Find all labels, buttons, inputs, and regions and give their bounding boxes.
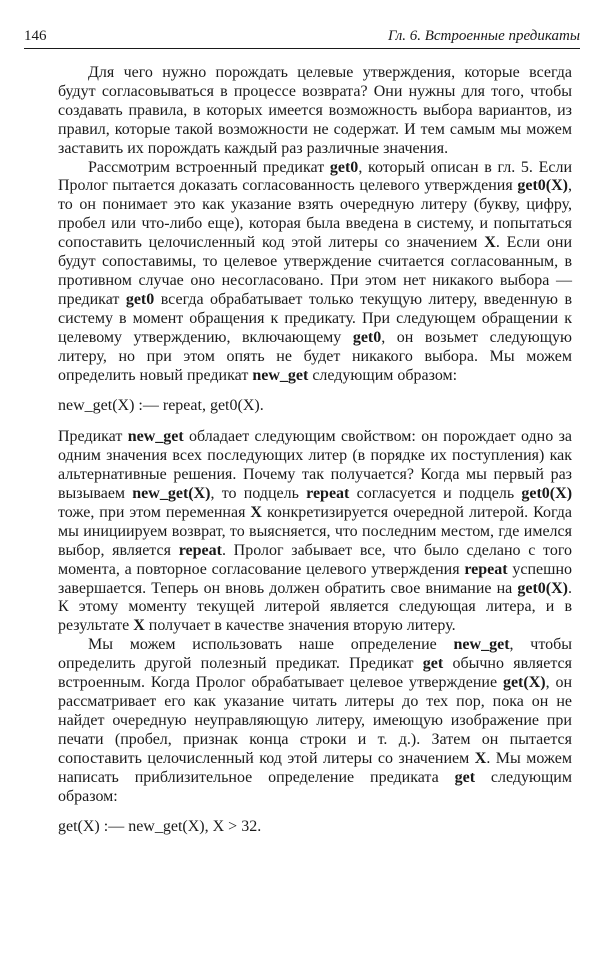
text-run: следующим образом: — [58, 768, 572, 805]
paragraph-1: Для чего нужно порождать целевые утверждения, которые всегда будут согласовываться в процессе возврата? Они нужны для того, чтобы создавать правила, в которых имеется возможность выбора вариантов, из правил, которые такой возможности не содержат. И тем самым мы можем заставить их порождать каждый раз различные значения. — [58, 64, 572, 157]
page-header — [24, 26, 580, 50]
bold-term: get0 — [329, 158, 359, 176]
bold-term: new_get — [252, 366, 309, 384]
bold-term: X — [133, 617, 145, 635]
bold-term: get0 — [125, 290, 155, 308]
text-run: , то он понимает это как указание взять очередную литеру (букву, цифру, пробел или что-либо еще), которая была введена в систему, и попытаться сопоставить целочисленный код этой литеры со значением — [58, 177, 572, 252]
body-text — [58, 64, 572, 837]
bold-term: get0(X) — [517, 579, 568, 597]
text-run: . Мы можем написать приблизительное определение предиката — [58, 749, 573, 786]
bold-term: get0(X) — [517, 177, 568, 195]
bold-term: get(X) — [502, 674, 546, 692]
text-run: , он возьмет следующую литеру, но при этом опять не будет никакого выбора. Мы можем определить новый предикат — [58, 328, 573, 384]
text-run: , он рассматривает его как указание читать литеры до тех пор, пока он не найдет очередную неуправляющую литеру, имеющую изображение при печати (пробел, признак конца строки и т. д.). Затем он пытается сопоставить целочисленный код этой литеры со значением — [58, 674, 573, 767]
text-run: . Если они будут сопоставимы, то целевое утверждение считается согласованным, в противном случае оно несогласовано. При этом нет никакого выбора — предикат — [58, 234, 573, 308]
text-run: обладает следующим свойством: он порождает одно за одним значения всех последующих литер (в порядке их поступления) как альтернативные решения. Почему так получается? Когда мы первый раз вызываем — [58, 428, 573, 503]
bold-term: X — [474, 749, 487, 767]
text-run: получает в качестве значения вторую литеру. — [144, 617, 456, 635]
text-run: согласуется и подцель — [349, 485, 522, 503]
text-run: , который описан в гл. 5. Если Пролог пытается доказать согласованность целевого утверждения — [58, 158, 573, 195]
bold-term: new_get(X) — [132, 485, 211, 503]
text-run: всегда обрабатывает только текущую литеру, введенную в систему в момент обращения к предикату. При следующем обращении к целевому утверждению, включающему — [58, 290, 572, 346]
paragraph-2 — [58, 159, 572, 386]
code-line-new-get: new_get(X) :— repeat, get0(X). — [58, 397, 264, 415]
bold-term: repeat — [306, 485, 350, 503]
text-run: Предикат — [58, 428, 128, 446]
text-run: Мы можем использовать наше определение — [88, 636, 454, 654]
page-number: 146 — [24, 28, 47, 44]
text-run: обычно является встроенным. Когда Пролог обрабатывает целевое утверждение — [58, 655, 573, 692]
text-run: , чтобы определить другой полезный предикат. Предикат — [58, 636, 572, 673]
bold-term: get0(X) — [521, 485, 573, 503]
paragraph-4 — [58, 636, 572, 806]
text-run: . Пролог забывает все, что было сделано с того момента, а повторное согласование целевого утверждения — [58, 541, 573, 578]
bold-term: get — [422, 655, 444, 673]
running-title: Гл. 6. Встроенные предикаты — [387, 28, 580, 44]
bold-term: X — [484, 234, 496, 252]
bold-term: repeat — [464, 560, 508, 578]
paragraph-3 — [58, 428, 572, 636]
text-run: тоже, при этом переменная — [58, 503, 251, 521]
bold-term: repeat — [178, 541, 222, 559]
text-run: , то подцель — [210, 485, 307, 503]
text-run: Рассмотрим встроенный предикат — [88, 158, 330, 176]
bold-term: get0 — [352, 328, 382, 346]
header-rule — [24, 48, 580, 49]
bold-term: get — [454, 768, 476, 786]
code-line-get: get(X) :— new_get(X), X > 32. — [58, 818, 262, 836]
bold-term: new_get — [453, 636, 510, 654]
text-run: конкретизируется очередной литерой. Когда мы инициируем возврат, то выясняется, что последним местом, где имелся выбор, является — [58, 503, 573, 559]
text-run: успешно завершается. Теперь он вновь должен обратить свое внимание на — [58, 560, 573, 597]
bold-term: new_get — [127, 428, 184, 446]
bold-term: X — [250, 503, 262, 521]
text-run: следующим образом: — [308, 366, 458, 384]
text-run: . К этому моменту текущей литерой является следующая литера, и в результате — [58, 579, 572, 635]
